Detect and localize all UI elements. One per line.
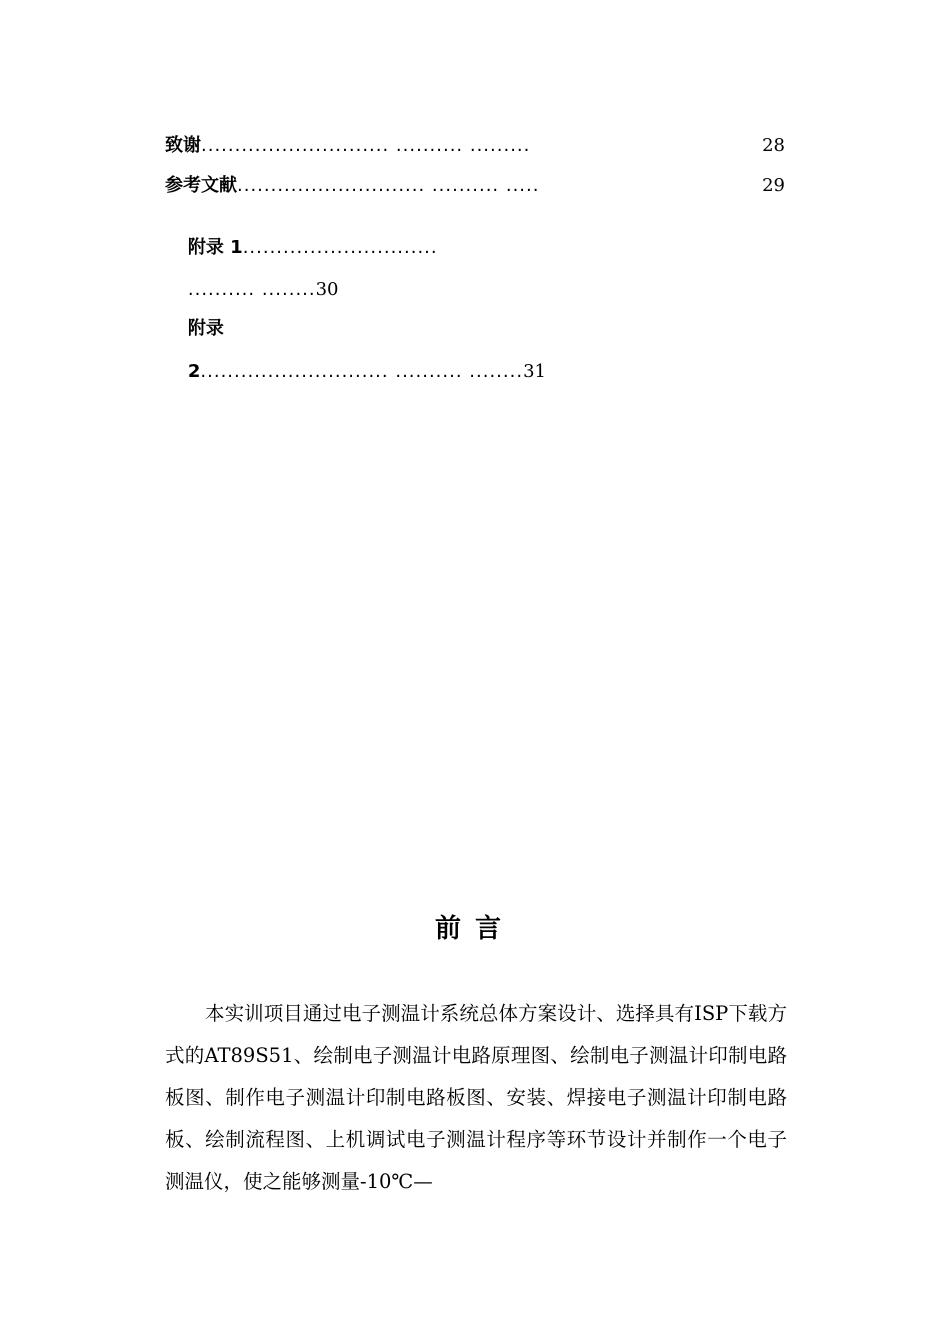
toc-entry-label: 附录 [187, 318, 224, 339]
toc-leader-dots: ............................. [242, 237, 438, 258]
toc-page-number: 28 [762, 135, 785, 156]
toc-entry-acknowledgements[interactable] [165, 135, 785, 157]
toc-leader-dots: ............................ .......... ..... [237, 175, 540, 196]
toc-entry-label: 致谢 [165, 135, 201, 156]
toc-leader-dots: ............................ .......... ........ [200, 361, 524, 382]
toc-entry-appendix-2-continued[interactable] [165, 339, 546, 405]
toc-entry-label: 参考文献 [165, 175, 237, 196]
toc-page-number: 31 [523, 361, 546, 382]
toc-leader-dots: .......... ........ [187, 279, 316, 300]
toc-leader-dots: ............................ .......... ......... [201, 135, 531, 156]
toc-page-number: 29 [762, 175, 785, 196]
toc-page-number: 30 [315, 279, 339, 300]
preface-paragraph: 本实训项目通过电子测温计系统总体方案设计、选择具有ISP下载方式的AT89S51、绘制电子测温计电路原理图、绘制电子测温计印制电路板图、制作电子测温计印制电路板图、安装、焊接电子测温计印制电路板、绘制流程图、上机调试电子测温计程序等环节设计并制作一个电子测温仪，使之能够测量-10℃— [165, 1002, 787, 1193]
toc-entry-label: 附录 1 [187, 237, 243, 258]
preface-heading: 前言 [434, 914, 515, 944]
toc-entry-label: 2 [187, 361, 201, 382]
toc-entry-references[interactable] [165, 175, 785, 197]
